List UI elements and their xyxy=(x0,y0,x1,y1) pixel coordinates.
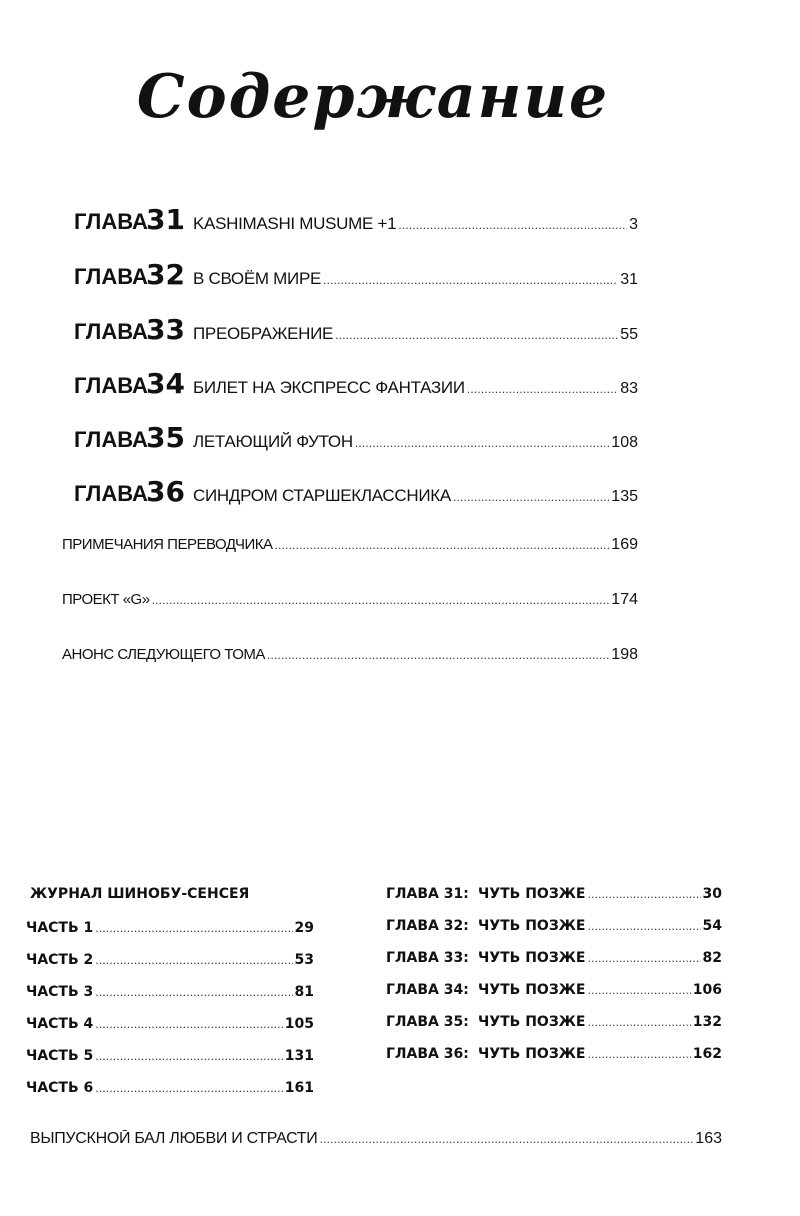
dot-leader xyxy=(152,594,610,607)
page-number: 81 xyxy=(294,984,314,1000)
page-number: 105 xyxy=(284,1016,314,1032)
chapter-title: KASHIMASHI MUSUME +1 xyxy=(193,214,397,233)
dot-leader xyxy=(95,954,292,967)
later-title: ЧУТЬ ПОЗЖЕ xyxy=(478,886,586,902)
journal-heading: ЖУРНАЛ ШИНОБУ-СЕНСЕЯ xyxy=(30,886,250,902)
later-title: ЧУТЬ ПОЗЖЕ xyxy=(478,982,586,998)
toc-entry-later-35[interactable] xyxy=(386,1014,722,1036)
page-number: 55 xyxy=(620,326,638,343)
chapter-label: ГЛАВА xyxy=(74,373,148,398)
chapter-number: 34 xyxy=(146,367,185,399)
toc-entry-chapter-34[interactable] xyxy=(74,367,638,399)
part-label: ЧАСТЬ 2 xyxy=(26,952,94,968)
part-label: ЧАСТЬ 5 xyxy=(26,1048,94,1064)
toc-entry-chapter-32[interactable] xyxy=(74,258,638,290)
page-number: 30 xyxy=(702,886,722,902)
toc-entry-later-31[interactable] xyxy=(386,886,722,908)
entry-title: ПРОЕКТ «G» xyxy=(62,591,150,608)
page-number: 108 xyxy=(611,434,638,451)
toc-entry-project-g[interactable] xyxy=(62,591,638,617)
chapter-title: В СВОЁМ МИРЕ xyxy=(193,269,322,288)
dot-leader xyxy=(335,329,618,342)
page-number: 83 xyxy=(620,380,638,397)
toc-entry-prom[interactable] xyxy=(30,1130,722,1156)
later-title: ЧУТЬ ПОЗЖЕ xyxy=(478,918,586,934)
dot-leader xyxy=(95,986,292,999)
dot-leader xyxy=(95,1018,283,1031)
chapter-number: 31 xyxy=(146,203,185,235)
page-number: 53 xyxy=(294,952,314,968)
page-number: 169 xyxy=(611,536,638,553)
dot-leader xyxy=(587,984,690,997)
dot-leader xyxy=(95,922,292,935)
dot-leader xyxy=(275,539,610,552)
part-label: ЧАСТЬ 3 xyxy=(26,984,94,1000)
entry-title: ПРИМЕЧАНИЯ ПЕРЕВОДЧИКА xyxy=(62,536,273,553)
toc-entry-later-36[interactable] xyxy=(386,1046,722,1068)
dot-leader xyxy=(398,219,627,232)
chapter-label: ГЛАВА xyxy=(74,481,148,506)
part-label: ЧАСТЬ 6 xyxy=(26,1080,94,1096)
page-number: 54 xyxy=(702,918,722,934)
dot-leader xyxy=(467,383,618,396)
dot-leader xyxy=(95,1050,283,1063)
dot-leader xyxy=(95,1082,283,1095)
chapter-label: ГЛАВА xyxy=(74,264,148,289)
later-chapter: ГЛАВА 31: xyxy=(386,886,469,902)
later-chapter: ГЛАВА 32: xyxy=(386,918,469,934)
part-label: ЧАСТЬ 1 xyxy=(26,920,94,936)
page-number: 82 xyxy=(702,950,722,966)
page-number: 163 xyxy=(695,1130,722,1147)
dot-leader xyxy=(587,888,700,901)
chapter-number: 33 xyxy=(146,313,185,345)
chapter-label: ГЛАВА xyxy=(74,319,148,344)
toc-entry-later-33[interactable] xyxy=(386,950,722,972)
page-number: 31 xyxy=(620,271,638,288)
toc-entry-later-32[interactable] xyxy=(386,918,722,940)
chapter-title: СИНДРОМ СТАРШЕКЛАССНИКА xyxy=(193,486,451,505)
chapter-label: ГЛАВА xyxy=(74,427,148,452)
entry-title: ВЫПУСКНОЙ БАЛ ЛЮБВИ И СТРАСТИ xyxy=(30,1130,318,1147)
part-label: ЧАСТЬ 4 xyxy=(26,1016,94,1032)
toc-entry-chapter-35[interactable] xyxy=(74,421,638,453)
dot-leader xyxy=(587,1048,690,1061)
dot-leader xyxy=(453,491,609,504)
later-title: ЧУТЬ ПОЗЖЕ xyxy=(478,1014,586,1030)
chapter-number: 36 xyxy=(146,475,185,507)
page-number: 162 xyxy=(692,1046,722,1062)
later-chapter: ГЛАВА 36: xyxy=(386,1046,469,1062)
dot-leader xyxy=(587,1016,690,1029)
page-number: 161 xyxy=(284,1080,314,1096)
toc-entry-journal-part-6[interactable] xyxy=(26,1080,314,1102)
dot-leader xyxy=(587,952,700,965)
toc-entry-journal-part-3[interactable] xyxy=(26,984,314,1006)
dot-leader xyxy=(267,649,609,662)
later-chapter: ГЛАВА 34: xyxy=(386,982,469,998)
dot-leader xyxy=(355,437,609,450)
chapter-title: БИЛЕТ НА ЭКСПРЕСС ФАНТАЗИИ xyxy=(193,378,465,397)
page-number: 3 xyxy=(629,216,638,233)
toc-entry-chapter-36[interactable] xyxy=(74,475,638,507)
chapter-label: ГЛАВА xyxy=(74,209,148,234)
later-chapter: ГЛАВА 35: xyxy=(386,1014,469,1030)
chapter-number: 35 xyxy=(146,421,185,453)
page-number: 174 xyxy=(611,591,638,608)
page-number: 106 xyxy=(692,982,722,998)
later-title: ЧУТЬ ПОЗЖЕ xyxy=(478,1046,586,1062)
toc-entry-journal-part-4[interactable] xyxy=(26,1016,314,1038)
toc-entry-chapter-33[interactable] xyxy=(74,313,638,345)
chapter-title: ПРЕОБРАЖЕНИЕ xyxy=(193,324,334,343)
toc-entry-translator-notes[interactable] xyxy=(62,536,638,562)
page-number: 29 xyxy=(294,920,314,936)
later-chapter: ГЛАВА 33: xyxy=(386,950,469,966)
dot-leader xyxy=(587,920,700,933)
dot-leader xyxy=(319,1133,693,1146)
entry-title: АНОНС СЛЕДУЮЩЕГО ТОМА xyxy=(62,646,265,663)
toc-entry-journal-part-1[interactable] xyxy=(26,920,314,942)
chapter-title: ЛЕТАЮЩИЙ ФУТОН xyxy=(193,432,353,451)
page-number: 135 xyxy=(611,488,638,505)
page-title: Содержание xyxy=(136,62,610,132)
toc-entry-next-volume[interactable] xyxy=(62,646,638,672)
toc-entry-journal-part-5[interactable] xyxy=(26,1048,314,1070)
page-number: 131 xyxy=(284,1048,314,1064)
toc-entry-chapter-31[interactable] xyxy=(74,203,638,235)
dot-leader xyxy=(323,274,618,287)
toc-entry-journal-part-2[interactable] xyxy=(26,952,314,974)
later-title: ЧУТЬ ПОЗЖЕ xyxy=(478,950,586,966)
chapter-number: 32 xyxy=(146,258,185,290)
page-number: 132 xyxy=(692,1014,722,1030)
page-number: 198 xyxy=(611,646,638,663)
toc-entry-later-34[interactable] xyxy=(386,982,722,1004)
